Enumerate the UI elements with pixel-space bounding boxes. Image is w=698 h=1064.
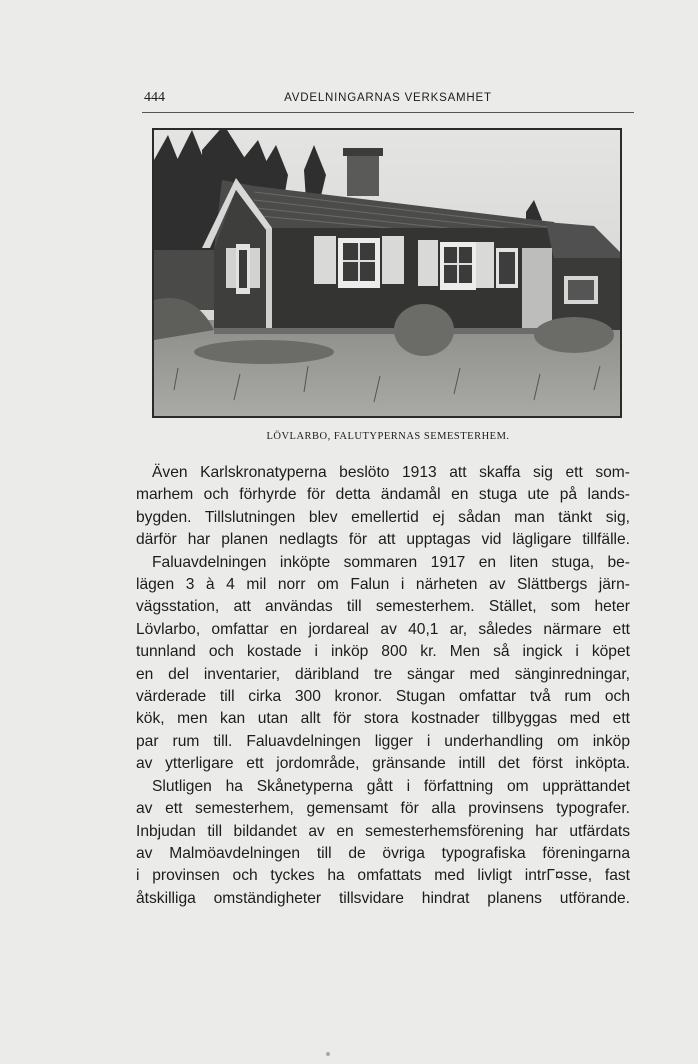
text-line: i provinsen och tyckes ha omfattats med livligt intrГ¤sse, fast bbox=[136, 867, 630, 885]
text-line: av Malmöavdelningen till de övriga typografiska föreningarna bbox=[136, 844, 630, 862]
paper-speck bbox=[326, 1052, 330, 1056]
text-line: vägsstation, att användas till semesterhem. Stället, som heter bbox=[136, 598, 630, 616]
text-line: Slutligen ha Skånetyperna gått i författning om upprättandet bbox=[152, 777, 630, 795]
paragraph bbox=[136, 776, 630, 910]
page-number: 444 bbox=[144, 90, 165, 105]
text-line: värderade till cirka 300 kronor. Stugan omfattar två rum och bbox=[136, 688, 630, 706]
text-line: av ett semesterhem, gemensamt för alla provinsens typografer. bbox=[136, 800, 630, 818]
text-line: Även Karlskronatyperna beslöto 1913 att skaffa sig ett som- bbox=[152, 464, 630, 481]
running-title: AVDELNINGARNAS VERKSAMHET bbox=[284, 92, 492, 104]
text-line: av ytterligare ett jordområde, gränsande intill det först inköpta. bbox=[136, 755, 630, 773]
text-line: Lövlarbo, omfattar en jordareal av 40,1 ar, således närmare ett bbox=[136, 620, 630, 638]
text-line: kök, men kan utan allt för stora kostnader tillbyggas med ett bbox=[136, 710, 630, 728]
paragraph bbox=[136, 552, 630, 776]
figure-caption: LÖVLARBO, FALUTYPERNAS SEMESTERHEM. bbox=[266, 431, 510, 442]
text-line: åtskilliga omständigheter tillsvidare hindrat planens utförande. bbox=[136, 889, 630, 907]
cottage-photograph bbox=[152, 128, 622, 418]
page-header bbox=[142, 90, 634, 113]
text-line: därför har planen nedlagts för att upptagas vid lägligare tillfälle. bbox=[136, 531, 630, 549]
cottage-photo-illustration bbox=[154, 130, 620, 416]
paragraph bbox=[136, 462, 630, 552]
text-line: par rum till. Faluavdelningen ligger i underhandling om inköp bbox=[136, 732, 630, 750]
text-line: lägen 3 à 4 mil norr om Falun i närheten av Slättbergs järn- bbox=[136, 576, 630, 594]
body-text bbox=[136, 462, 630, 910]
text-line: en del inventarier, däribland tre sängar med sänginredningar, bbox=[136, 665, 630, 683]
text-line: marhem och förhyrde för detta ändamål en stuga ute på lands- bbox=[136, 486, 630, 504]
text-line: Inbjudan till bildandet av en semesterhemsförening har utfärdats bbox=[136, 822, 630, 840]
text-line: bygden. Tillslutningen blev emellertid ej sådan man tänkt sig, bbox=[136, 508, 630, 526]
text-line: Faluavdelningen inköpte sommaren 1917 en liten stuga, be- bbox=[152, 553, 630, 571]
text-line: tunnland och kostade i inköp 800 kr. Men så ingick i köpet bbox=[136, 643, 630, 661]
